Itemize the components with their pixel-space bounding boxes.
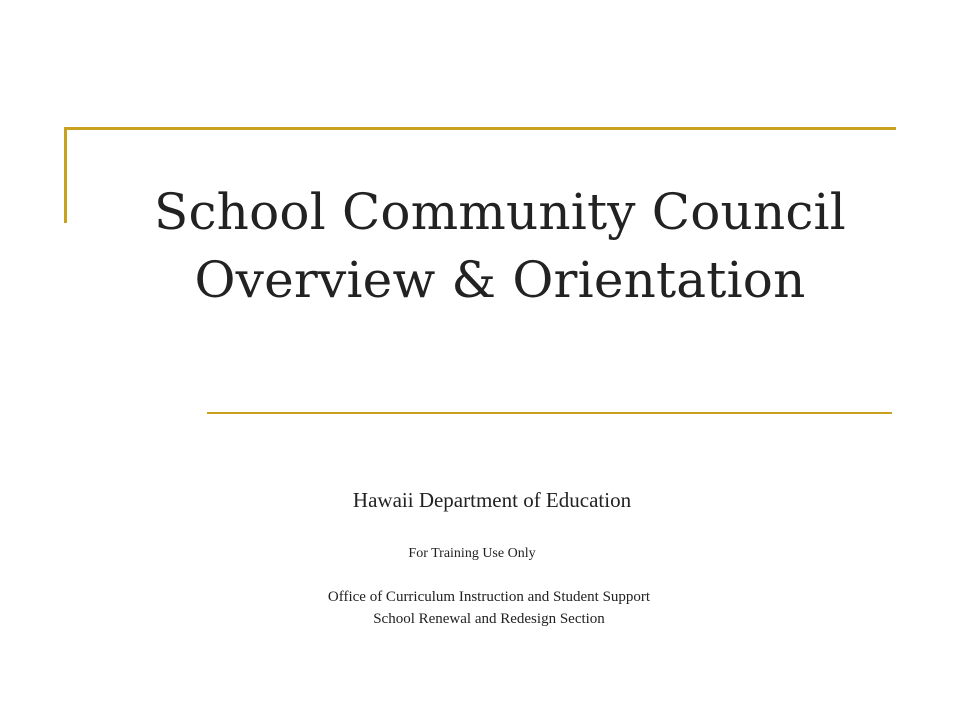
title-line-2: Overview & Orientation [194, 251, 806, 309]
accent-line-top [64, 127, 896, 130]
office-info [0, 586, 960, 630]
organization-name: Hawaii Department of Education [352, 488, 632, 512]
slide-title [60, 178, 940, 314]
office-line-1: Office of Curriculum Instruction and Student Support [327, 589, 651, 605]
office-line-2: School Renewal and Redesign Section [373, 611, 605, 627]
usage-note: For Training Use Only [408, 546, 536, 561]
title-line-1: School Community Council [154, 183, 846, 241]
accent-line-divider [207, 412, 892, 414]
